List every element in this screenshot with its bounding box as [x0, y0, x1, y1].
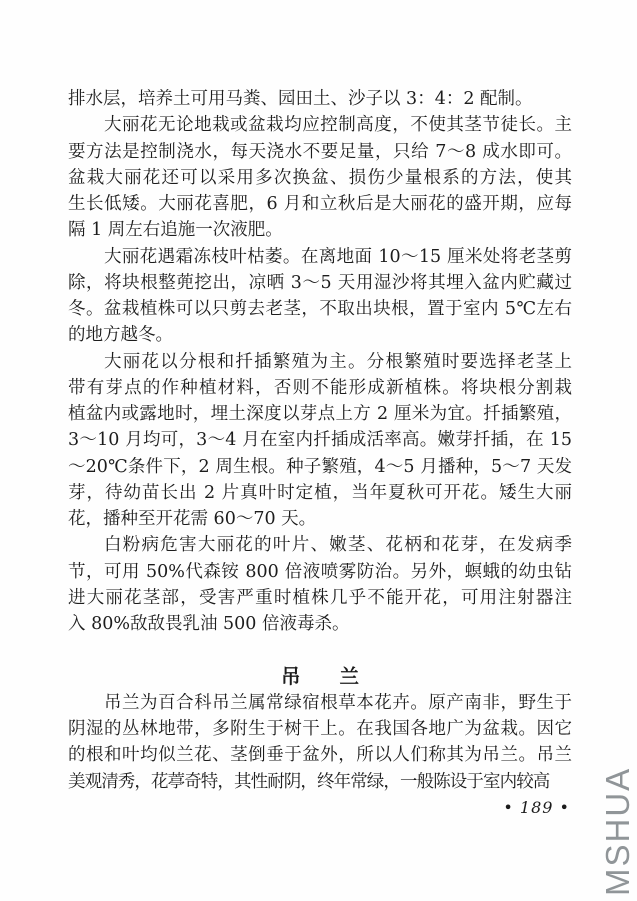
- text-line: 要方法是控制浇水，每天浇水不要足量，只给 7～8 成水即可。: [68, 141, 572, 162]
- text-line: 除，将块根整蔸挖出，凉晒 3～5 天用湿沙将其埋入盆内贮藏过: [68, 272, 572, 293]
- text-line: 的根和叶均似兰花、茎倒垂于盆外，所以人们称其为吊兰。吊兰: [68, 745, 572, 766]
- text-block: [68, 86, 572, 821]
- page-number: • 189 •: [503, 797, 570, 817]
- section-gap: [68, 637, 572, 663]
- text-line: 植盆内或露地时，埋土深度以芽点上方 2 厘米为宜。扦插繁殖，: [68, 404, 572, 424]
- watermark: MSHUA: [599, 766, 636, 896]
- text-line: 大丽花以分根和扦插繁殖为主。分根繁殖时要选择老茎上: [104, 351, 572, 372]
- text-line: 带有芽点的作种植材料，否则不能形成新植株。将块根分割栽: [68, 377, 572, 398]
- text-line: 节，可用 50%代森铵 800 倍液喷雾防治。另外，螟蛾的幼虫钻: [68, 561, 572, 582]
- text-line: 美观清秀，花葶奇特，其性耐阴，终年常绿，一般陈设于室内较高: [68, 771, 550, 792]
- text-line: 3～10 月均可，3～4 月在室内扦插成活率高。嫩芽扦插，在 15: [68, 430, 572, 451]
- text-line: 盆栽大丽花还可以采用多次换盆、损伤少量根系的方法，使其: [68, 167, 572, 188]
- text-line: 吊兰为百合科吊兰属常绿宿根草本花卉。原产南非，野生于: [104, 692, 572, 713]
- text-line: ～20℃条件下，2 周生根。种子繁殖，4～5 月播种，5～7 天发: [68, 456, 572, 477]
- text-line: 入 80%敌敌畏乳油 500 倍液毒杀。: [68, 614, 350, 634]
- text-line: 生长低矮。大丽花喜肥，6 月和立秋后是大丽花的盛开期，应每: [68, 194, 572, 214]
- text-line: 大丽花无论地栽或盆栽均应控制高度，不使其茎节徒长。主: [104, 115, 572, 136]
- text-line: 阴湿的丛林地带，多附生于树干上。在我国各地广为盆栽。因它: [68, 719, 572, 739]
- text-line: 冬。盆栽植株可以只剪去老茎，不取出块根，置于室内 5℃左右: [68, 299, 572, 319]
- text-line: 进大丽花茎部，受害严重时植株几乎不能开花，可用注射器注: [68, 587, 572, 608]
- text-line: 隔 1 周左右追施一次液肥。: [68, 220, 283, 241]
- text-line: 排水层，培养土可用马粪、园田土、沙子以 3：4：2 配制。: [68, 89, 533, 109]
- section-heading: 吊 兰: [280, 664, 359, 688]
- text-line: 的地方越冬。: [68, 325, 173, 346]
- text-line: 花，播种至开花需 60～70 天。: [68, 509, 317, 529]
- text-line: 大丽花遇霜冻枝叶枯萎。在离地面 10～15 厘米处将老茎剪: [104, 246, 572, 267]
- text-line: 芽，待幼苗长出 2 片真叶时定植，当年夏秋可开花。矮生大丽: [68, 482, 572, 503]
- text-line: 白粉病危害大丽花的叶片、嫩茎、花柄和花芽，在发病季: [104, 535, 572, 556]
